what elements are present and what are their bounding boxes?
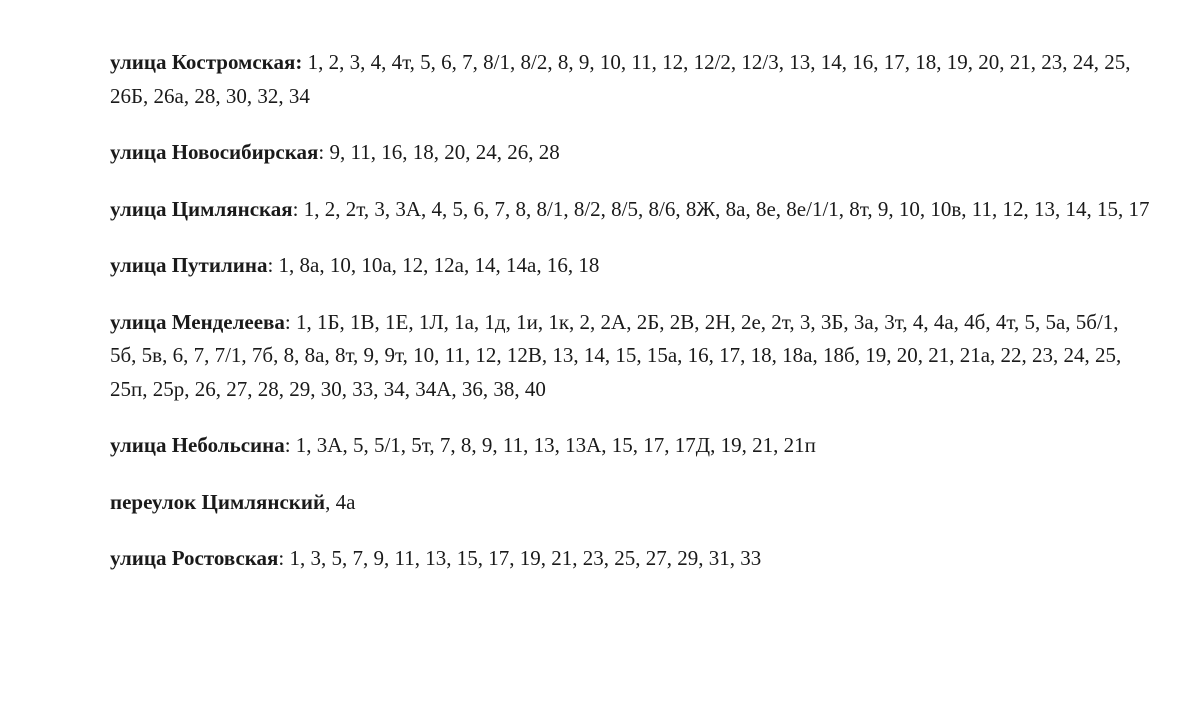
house-numbers: : 1, 2, 2т, 3, 3А, 4, 5, 6, 7, 8, 8/1, 8/2, 8/5, 8/6, 8Ж, 8а, 8е, 8е/1/1, 8т, 9, 10, 10в, 11, 12, 13, 14, 15, 17 (292, 196, 1150, 221)
street-name: улица Костромская: (110, 50, 303, 74)
street-address-list (110, 46, 1150, 599)
street-name: улица Цимлянская (110, 196, 293, 221)
entry-mendeleeva (110, 306, 1150, 407)
house-numbers: : 9, 11, 16, 18, 20, 24, 26, 28 (318, 140, 560, 164)
house-numbers: : 1, 3, 5, 7, 9, 11, 13, 15, 17, 19, 21, 23, 25, 27, 29, 31, 33 (278, 546, 762, 570)
street-name: улица Ростовская (110, 546, 279, 570)
entry-tsimlyanskiy-lane (110, 486, 1150, 520)
entry-nebolsina (110, 429, 1150, 463)
entry-tsimlyanskaya (110, 193, 1150, 227)
street-name: улица Менделеева (110, 309, 285, 334)
street-name: переулок Цимлянский (110, 489, 326, 514)
street-name: улица Небольсина (110, 433, 285, 457)
entry-kostromskaya (110, 46, 1150, 113)
street-name: улица Путилина (110, 253, 268, 277)
house-numbers: , 4а (325, 489, 356, 514)
house-numbers: : 1, 1Б, 1В, 1Е, 1Л, 1а, 1д, 1и, 1к, 2, 2А, 2Б, 2В, 2Н, 2е, 2т, 3, 3Б, 3а, 3т, 4, 4а, 4б, 4т, 5, 5а, 5б/1, 5б, 5в, 6, 7, 7/1, 7б, 8, 8а, 8т, 9, 9т, 10, 11, 12, 12В, 13, 14, 15, 15а, 16, 17, 18, 18а, 18б, 19, 20, 21, 21а, 22, 23, 24, 25, 25п, 25р, 26, 27, 28, 29, 30, 33, 34, 34А, 36, 38, 40 (110, 309, 1122, 401)
house-numbers: : 1, 8а, 10, 10а, 12, 12а, 14, 14а, 16, 18 (267, 253, 600, 277)
street-name: улица Новосибирская (110, 140, 319, 164)
entry-rostovskaya (110, 542, 1150, 576)
entry-novosibirskaya (110, 136, 1150, 170)
entry-putilina (110, 249, 1150, 283)
house-numbers: 1, 2, 3, 4, 4т, 5, 6, 7, 8/1, 8/2, 8, 9, 10, 11, 12, 12/2, 12/3, 13, 14, 16, 17, 18, 19, 20, 21, 23, 24, 25, 26Б, 26а, 28, 30, 32, 34 (110, 50, 1131, 108)
house-numbers: : 1, 3А, 5, 5/1, 5т, 7, 8, 9, 11, 13, 13А, 15, 17, 17Д, 19, 21, 21п (284, 433, 816, 457)
